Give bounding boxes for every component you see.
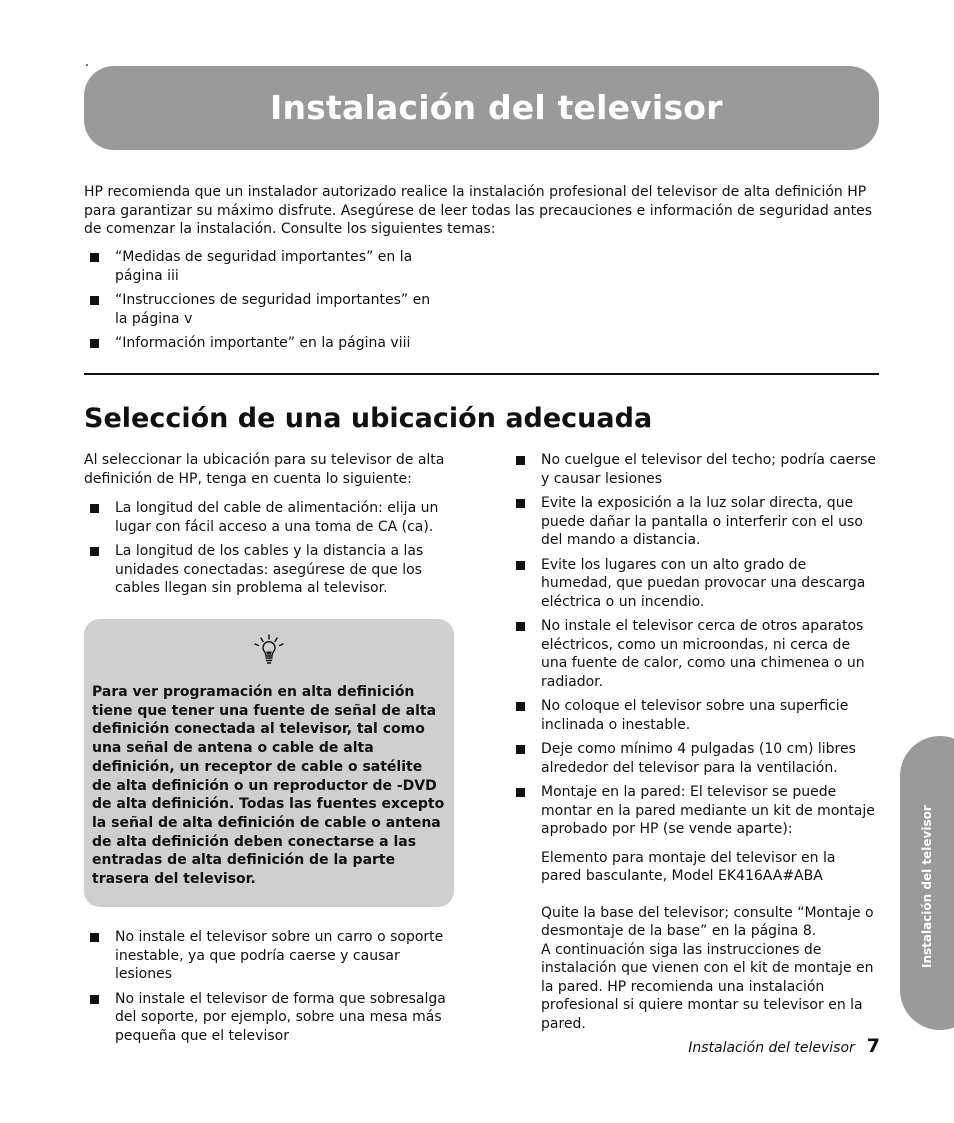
list-item-text: Evite la exposición a la luz solar directa, que puede dañar la pantalla o interferir con el uso del mando a distancia. — [541, 495, 863, 548]
left-column — [84, 451, 454, 604]
list-item — [510, 697, 880, 734]
tip-box — [84, 619, 454, 907]
side-tab-label: Instalación del televisor — [920, 805, 934, 968]
left-list — [84, 499, 454, 598]
list-item — [84, 990, 454, 1046]
page-number: 7 — [866, 1035, 880, 1057]
mount-kit-text: Elemento para montaje del televisor en la pared basculante, Model EK416AA#ABA — [541, 849, 836, 884]
list-item-text: Evite los lugares con un alto grado de humedad, que puedan provocar una descarga eléctrica o un incendio. — [541, 556, 866, 610]
page-footer — [688, 1035, 880, 1057]
list-item-text: Deje como mínimo 4 pulgadas (10 cm) libres alrededor del televisor para la ventilación. — [541, 741, 856, 776]
topic-link[interactable]: “Información importante” en la página viii — [115, 335, 411, 351]
list-item — [84, 928, 454, 984]
list-item — [510, 556, 880, 612]
right-list — [510, 451, 880, 839]
side-tab — [900, 736, 954, 1030]
square-bullet-icon — [90, 547, 99, 556]
list-item — [510, 494, 880, 550]
list-item-text: No coloque el televisor sobre una superficie inclinada o inestable. — [541, 698, 849, 733]
intro-topic-list — [84, 248, 444, 359]
square-bullet-icon — [90, 933, 99, 942]
section-title: Selección de una ubicación adecuada — [84, 403, 653, 434]
page-mark — [86, 64, 88, 66]
topic-link[interactable]: “Medidas de seguridad importantes” en la página iii — [115, 249, 413, 284]
square-bullet-icon — [90, 296, 99, 305]
left-intro: Al seleccionar la ubicación para su televisor de alta definición de HP, tenga en cuenta lo siguiente: — [84, 452, 445, 487]
list-item-text: Montaje en la pared: El televisor se puede montar en la pared mediante un kit de montaje aprobado por HP (se vende aparte): — [541, 784, 875, 837]
intro-paragraph: HP recomienda que un instalador autorizado realice la instalación profesional del televisor de alta definición HP para garantizar su máximo disfrute. Asegúrese de leer todas las precauciones e información de seguridad antes de comenzar la instalación. Consulte los siguientes temas: — [84, 184, 873, 237]
list-item-text: No instale el televisor sobre un carro o soporte inestable, ya que podría caerse y causar lesiones — [115, 929, 444, 982]
square-bullet-icon — [516, 499, 525, 508]
left-list-bottom — [84, 928, 454, 1045]
square-bullet-icon — [90, 504, 99, 513]
left-column-bottom — [84, 928, 454, 1051]
section-divider — [84, 373, 879, 375]
list-item — [84, 499, 454, 536]
list-item — [510, 740, 880, 777]
remove-base-text: Quite la base del televisor; consulte “Montaje o desmontaje de la base” en la página 8. — [541, 904, 874, 939]
list-item-text: No instale el televisor cerca de otros aparatos eléctricos, como un microondas, ni cerca de una fuente de calor, como una chimenea o un radiador. — [541, 618, 865, 690]
right-column — [510, 451, 880, 1033]
square-bullet-icon — [516, 561, 525, 570]
square-bullet-icon — [90, 253, 99, 262]
square-bullet-icon — [516, 702, 525, 711]
lightbulb-icon — [249, 633, 289, 673]
tip-text: Para ver programación en alta definición tiene que tener una fuente de señal de alta definición conectada al televisor, tal como una señal de antena o cable de alta definición, un receptor de cable o satélite de alta definición o un reproductor de -DVD de alta definición. Todas las fuentes excepto la señal de alta definición de cable o antena de alta definición deben conectarse a las entradas de alta definición de la parte trasera del televisor. — [92, 684, 445, 888]
list-item — [510, 783, 880, 839]
list-item-text: La longitud de los cables y la distancia a las unidades conectadas: asegúrese de que los cables llegan sin problema al televisor. — [115, 543, 424, 596]
footer-label: Instalación del televisor — [688, 1040, 855, 1056]
list-item — [84, 542, 454, 598]
square-bullet-icon — [516, 788, 525, 797]
title-banner — [84, 66, 879, 150]
square-bullet-icon — [90, 995, 99, 1004]
list-item-text: La longitud del cable de alimentación: elija un lugar con fácil acceso a una toma de CA (ca). — [115, 500, 439, 535]
list-item-text: No instale el televisor de forma que sobresalga del soporte, por ejemplo, sobre una mesa más pequeña que el televisor — [115, 990, 446, 1044]
list-item — [84, 248, 444, 285]
list-item — [510, 451, 880, 488]
list-item — [84, 291, 444, 328]
square-bullet-icon — [90, 339, 99, 348]
install-instructions-text: A continuación siga las instrucciones de instalación que vienen con el kit de montaje en la pared. HP recomienda una instalación profesional si quiere montar su televisor en la pared. — [541, 941, 874, 1032]
square-bullet-icon — [516, 622, 525, 631]
page-title: Instalación del televisor — [270, 88, 723, 127]
list-item-text: No cuelgue el televisor del techo; podría caerse y causar lesiones — [541, 452, 876, 487]
square-bullet-icon — [516, 456, 525, 465]
square-bullet-icon — [516, 745, 525, 754]
list-item — [510, 617, 880, 691]
topic-link[interactable]: “Instrucciones de seguridad importantes” en la página v — [115, 292, 431, 327]
list-item — [84, 334, 444, 353]
